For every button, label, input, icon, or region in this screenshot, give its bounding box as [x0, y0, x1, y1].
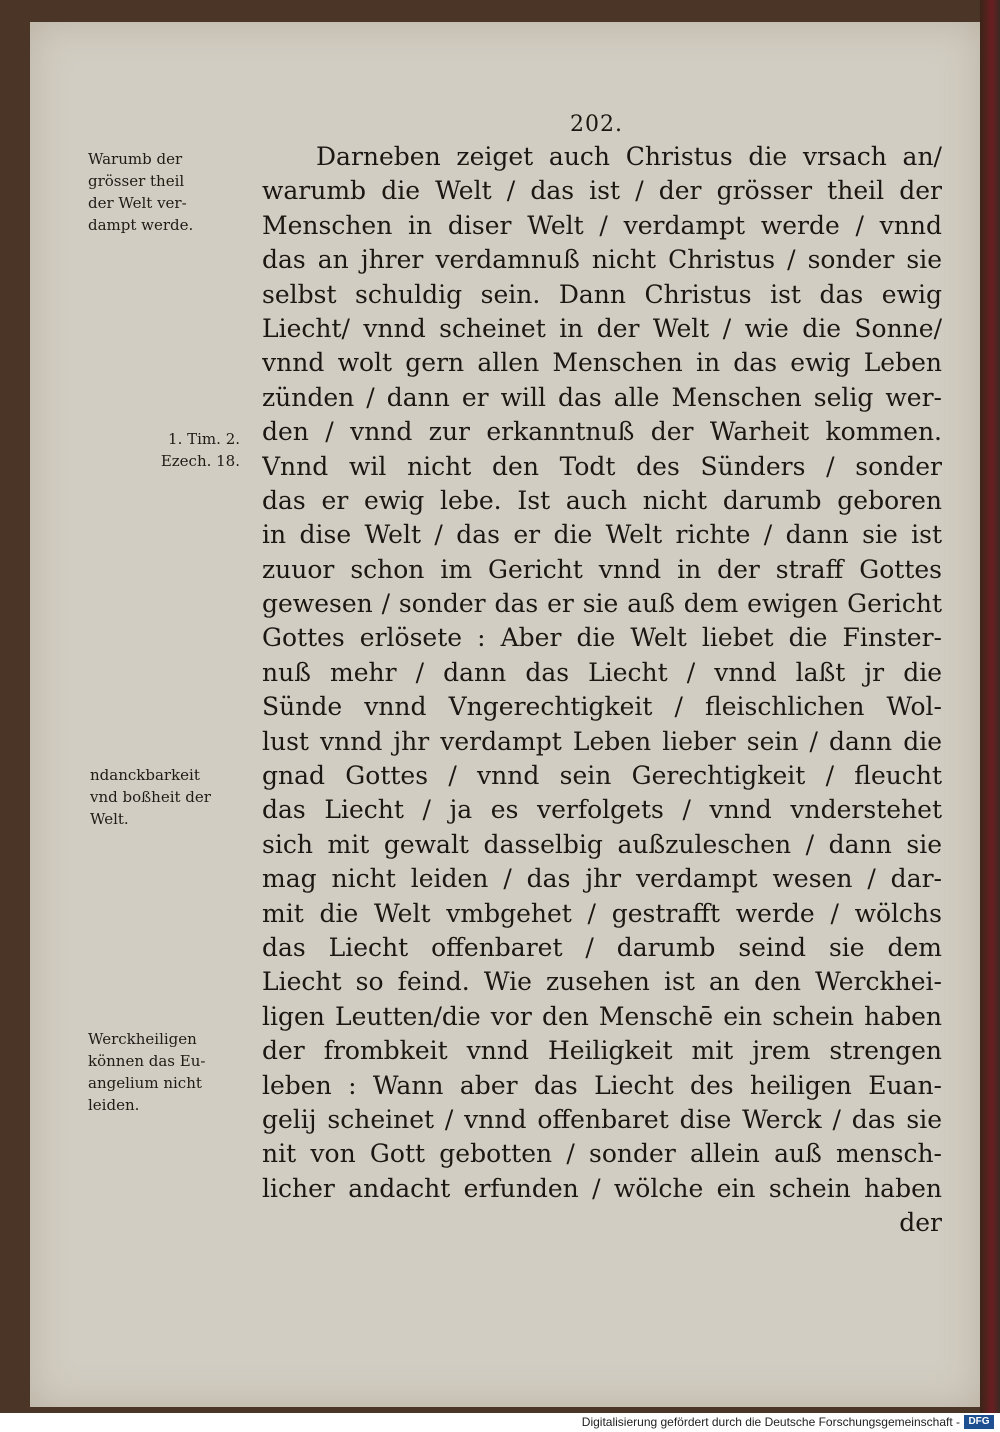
text-line: das Liecht offenbaret / darumb seind sie dem [262, 932, 942, 962]
text-line: der frombkeit vnnd Heiligkeit mit jrem strengen [262, 1036, 942, 1066]
text-line: Liecht/ vnnd scheinet in der Welt / wie die Sonne/ [262, 313, 942, 343]
text-line: vnnd wolt gern allen Menschen in das ewig Leben [262, 348, 942, 378]
margin-note-ingratitude [90, 764, 211, 830]
margin-note-line: der Welt ver- [88, 194, 187, 212]
text-line: Darneben zeiget auch Christus die vrsach an/ [316, 142, 942, 171]
text-line: das Liecht / ja es verfolgets / vnnd vnderstehet [262, 795, 942, 825]
text-line: Vnnd wil nicht den Todt des Sünders / sonder [262, 451, 942, 481]
margin-note-line: 1. Tim. 2. [168, 430, 240, 448]
text-line: gewesen / sonder das er sie auß dem ewigen Gericht [262, 589, 942, 619]
margin-note-line: Ezech. 18. [160, 452, 240, 470]
margin-note-line: können das Eu- [88, 1052, 206, 1070]
footer-bar [0, 1413, 1000, 1432]
text-line: Gottes erlösete : Aber die Welt liebet die Finster- [262, 623, 942, 653]
text-line: gnad Gottes / vnnd sein Gerechtigkeit / fleucht [262, 761, 942, 791]
text-line: licher andacht erfunden / wölche ein schein haben [262, 1173, 942, 1203]
text-line: den / vnnd zur erkanntnuß der Warheit kommen. [262, 417, 942, 447]
text-line: das er ewig lebe. Ist auch nicht darumb geboren [262, 485, 942, 515]
text-line: das an jhrer verdamnuß nicht Christus / sonder sie [262, 245, 942, 275]
margin-note-line: Warumb der [88, 150, 183, 168]
margin-note-why-damned [88, 148, 193, 236]
text-line: Sünde vnnd Vngerechtigkeit / fleischlichen Wol- [262, 692, 942, 722]
text-line: mit die Welt vmbgehet / gestrafft werde / wölchs [262, 898, 942, 928]
text-line: sich mit gewalt dasselbig außzuleschen / dann sie [262, 829, 942, 859]
text-line: nit von Gott gebotten / sonder allein auß mensch- [262, 1139, 942, 1169]
text-line: mag nicht leiden / das jhr verdampt wesen / dar- [262, 864, 942, 894]
margin-note-line: vnd boßheit der [90, 788, 211, 806]
text-line: in dise Welt / das er die Welt richte / dann sie ist [262, 520, 942, 550]
margin-note-line: angelium nicht [88, 1074, 202, 1092]
margin-note-work-saints [88, 1028, 205, 1116]
text-line: selbst schuldig sein. Dann Christus ist das ewig [262, 279, 942, 309]
book-edge [980, 0, 1000, 1413]
body-text [262, 140, 942, 1241]
text-line: ligen Leutten/die vor den Menschē ein schein haben [262, 1001, 942, 1031]
text-line: gelij scheinet / vnnd offenbaret dise Werck / das sie [262, 1104, 942, 1134]
text-line: leben : Wann aber das Liecht des heiligen Euan- [262, 1070, 942, 1100]
text-line: Liecht so feind. Wie zusehen ist an den Werckhei- [262, 967, 942, 997]
margin-note-line: grösser theil [88, 172, 185, 190]
text-line: nuß mehr / dann das Liecht / vnnd laßt jr die [262, 657, 942, 687]
text-line: zuuor schon im Gericht vnnd in der straff Gottes [262, 554, 942, 584]
margin-note-line: leiden. [88, 1096, 140, 1114]
text-line: der [899, 1208, 942, 1238]
margin-note-line: dampt werde. [88, 216, 194, 234]
margin-note-line: Werckheiligen [88, 1030, 197, 1048]
margin-note-line: Welt. [90, 810, 129, 828]
margin-note-line: ndanckbarkeit [90, 766, 200, 784]
margin-note-scripture-refs [110, 428, 240, 472]
funding-notice: Digitalisierung gefördert durch die Deutsche Forschungsgemeinschaft - [581, 1415, 960, 1429]
text-line: lust vnnd jhr verdampt Leben lieber sein / dann die [262, 726, 942, 756]
text-line: warumb die Welt / das ist / der grösser theil der [262, 176, 942, 206]
text-line: zünden / dann er will das alle Menschen selig wer- [262, 382, 942, 412]
page-number: 202. [570, 112, 623, 137]
text-line: Menschen in diser Welt / verdampt werde / vnnd [262, 210, 942, 240]
dfg-logo: DFG [964, 1415, 994, 1429]
